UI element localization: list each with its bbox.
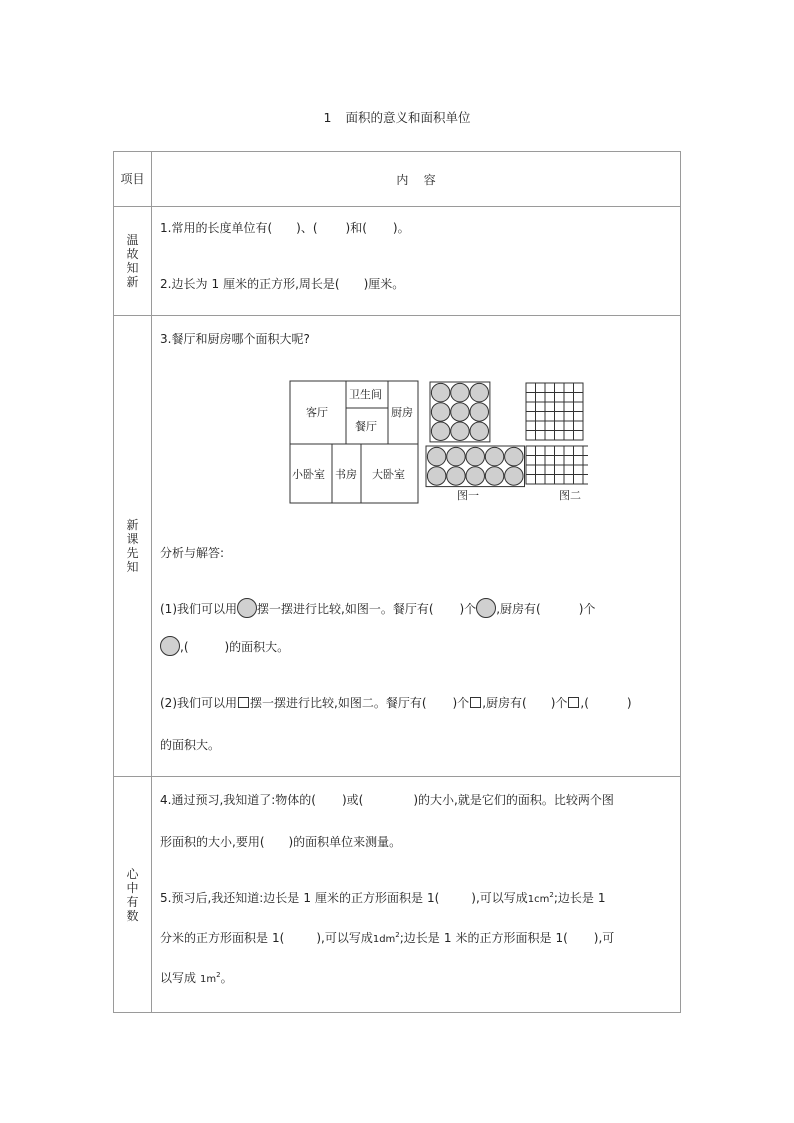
room-living: 客厅 [306, 406, 328, 419]
section-label-summary: 心中有数 [114, 777, 152, 1013]
unit-square [545, 393, 555, 403]
unit-square [555, 402, 565, 412]
unit-square [574, 393, 584, 403]
unit-circle [431, 383, 450, 402]
unit-square [526, 446, 536, 456]
unit-square [545, 431, 555, 441]
question-1: 1.常用的长度单位有( )、( )和( )。 [160, 221, 410, 235]
unit-square [545, 383, 555, 393]
unit-square [564, 465, 574, 475]
unit-square [555, 421, 565, 431]
unit-circle [431, 403, 450, 422]
unit-square [555, 446, 565, 456]
unit-square [545, 465, 555, 475]
square-unit-icon [470, 697, 481, 708]
room-dining: 餐厅 [355, 420, 377, 433]
unit-square [583, 446, 588, 456]
unit-square [545, 421, 555, 431]
square-unit-icon [568, 697, 579, 708]
unit-square [536, 421, 546, 431]
unit-square [564, 421, 574, 431]
unit-square [564, 383, 574, 393]
unit-circle [466, 467, 485, 486]
unit-square [536, 431, 546, 441]
unit-square [526, 421, 536, 431]
unit-square [536, 456, 546, 466]
room-bed-small: 小卧室 [292, 468, 325, 481]
unit-square [526, 475, 536, 485]
table-header-row [114, 152, 681, 207]
unit-circle [485, 447, 504, 466]
circle-unit-icon [160, 636, 180, 656]
unit-circle [431, 422, 450, 441]
unit-square [536, 393, 546, 403]
room-kitchen: 厨房 [391, 406, 413, 419]
unit-square [574, 421, 584, 431]
unit-square [564, 446, 574, 456]
unit-square [536, 475, 546, 485]
unit-square [545, 412, 555, 422]
section-preview-row [114, 316, 681, 777]
unit-square [583, 465, 588, 475]
unit-square [564, 475, 574, 485]
unit-square [574, 475, 584, 485]
unit-circle [451, 422, 470, 441]
unit-square [564, 402, 574, 412]
worksheet-table [113, 151, 681, 1013]
unit-square [545, 402, 555, 412]
unit-circle [447, 447, 466, 466]
unit-square [564, 456, 574, 466]
unit-circle [470, 422, 489, 441]
question-4-line-2: 形面积的大小,要用( )的面积单位来测量。 [160, 835, 402, 849]
answer-1-line-2: ,( )的面积大。 [160, 636, 289, 656]
unit-square [574, 402, 584, 412]
unit-square [555, 475, 565, 485]
unit-square [526, 383, 536, 393]
title-number: 1 [323, 110, 332, 125]
unit-square [555, 412, 565, 422]
unit-circle [451, 403, 470, 422]
unit-square [574, 456, 584, 466]
unit-square [555, 393, 565, 403]
question-5-line-1: 5.预习后,我还知道:边长是 1 厘米的正方形面积是 1( ),可以写成$1cm^2$;边长是 1 [160, 891, 606, 905]
section-summary-row [114, 777, 681, 1013]
answer-1-line-1: (1)我们可以用 摆一摆进行比较,如图一。餐厅有( )个 ,厨房有( )个 [160, 598, 595, 618]
page-title [0, 108, 794, 126]
section-preview-content [152, 316, 681, 777]
unit-circle [485, 467, 504, 486]
header-item: 项目 [114, 152, 152, 207]
answer-2-line-1: (2)我们可以用 摆一摆进行比较,如图二。餐厅有( )个 ,厨房有( )个 ,( ) [160, 696, 632, 710]
unit-square [583, 456, 588, 466]
section-label-review: 温故知新 [114, 207, 152, 316]
unit-square [574, 431, 584, 441]
room-bed-big: 大卧室 [372, 468, 405, 481]
unit-square [526, 456, 536, 466]
unit-circle [470, 383, 489, 402]
unit-square [555, 456, 565, 466]
unit-square [536, 465, 546, 475]
figure-2-squares [526, 383, 588, 484]
unit-square [526, 431, 536, 441]
unit-square [574, 465, 584, 475]
unit-square [555, 383, 565, 393]
unit-square [574, 412, 584, 422]
unit-square [526, 465, 536, 475]
floor-plan-figure [248, 378, 588, 506]
unit-circle [505, 467, 523, 486]
section-review-row [114, 207, 681, 316]
unit-square [564, 412, 574, 422]
title-text: 面积的意义和面积单位 [345, 110, 471, 125]
unit-square [545, 446, 555, 456]
unit-square [526, 393, 536, 403]
unit-circle [427, 447, 446, 466]
figure-1-circles [426, 382, 525, 487]
answer-2-line-2: 的面积大。 [160, 738, 221, 752]
unit-square [536, 412, 546, 422]
caption-fig2: 图二 [559, 489, 581, 502]
unit-square [536, 402, 546, 412]
question-4-line-1: 4.通过预习,我知道了:物体的( )或( )的大小,就是它们的面积。比较两个图 [160, 793, 614, 807]
unit-circle [505, 447, 523, 466]
unit-square [555, 465, 565, 475]
unit-circle [447, 467, 466, 486]
question-5-line-2: 分米的正方形面积是 1( ),可以写成$1dm^2$;边长是 1 米的正方形面积是 1( ),可 [160, 931, 615, 945]
unit-square [564, 431, 574, 441]
circle-unit-icon [237, 598, 257, 618]
header-content: 内 容 [152, 152, 681, 207]
unit-circle [470, 403, 489, 422]
section-summary-content [152, 777, 681, 1013]
unit-square [526, 402, 536, 412]
unit-circle [451, 383, 470, 402]
caption-fig1: 图一 [457, 489, 479, 502]
square-unit-icon [238, 697, 249, 708]
analysis-label: 分析与解答: [160, 546, 225, 560]
room-study: 书房 [335, 468, 357, 481]
unit-square [583, 475, 588, 485]
unit-square [564, 393, 574, 403]
unit-square [574, 446, 584, 456]
unit-circle [466, 447, 485, 466]
question-3: 3.餐厅和厨房哪个面积大呢? [160, 332, 310, 346]
section-label-preview: 新课先知 [114, 316, 152, 777]
unit-circle [427, 467, 446, 486]
unit-square [536, 383, 546, 393]
question-5-line-3: 以写成 $1m^2$。 [160, 971, 233, 985]
unit-square [545, 456, 555, 466]
section-review-content [152, 207, 681, 316]
unit-square [574, 383, 584, 393]
unit-square [545, 475, 555, 485]
unit-square [526, 412, 536, 422]
question-2: 2.边长为 1 厘米的正方形,周长是( )厘米。 [160, 277, 405, 291]
unit-square [536, 446, 546, 456]
circle-unit-icon [476, 598, 496, 618]
room-bath: 卫生间 [349, 388, 382, 401]
unit-square [555, 431, 565, 441]
